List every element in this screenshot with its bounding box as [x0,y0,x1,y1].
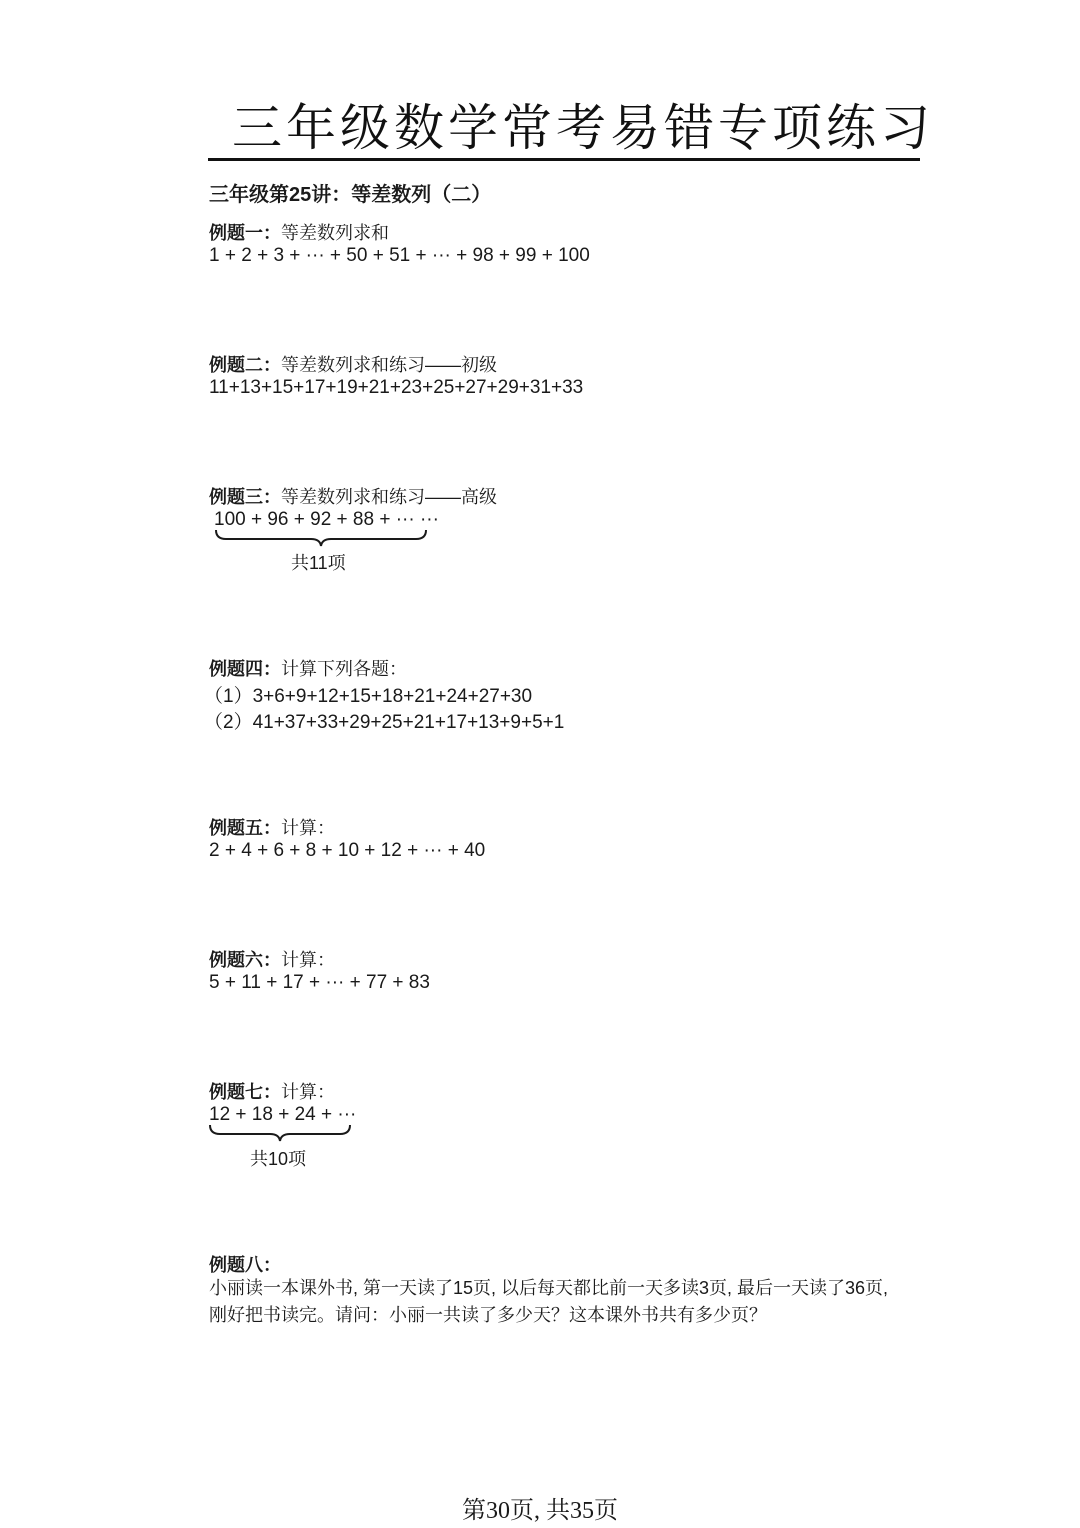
example-label: 例题二： [209,355,281,375]
example-label: 例题一： [209,223,281,243]
example-5-heading [209,814,335,840]
example-topic: 计算： [281,818,335,838]
example-6-heading [209,946,335,972]
example-label: 例题四： [209,659,281,679]
example-8-problem-line-1: 小丽读一本课外书, 第一天读了15页, 以后每天都比前一天多读3页, 最后一天读了36页, [209,1278,889,1298]
example-topic: 计算下列各题： [281,659,407,679]
example-2-heading [209,351,497,377]
example-2-expression: 11+13+15+17+19+21+23+25+27+29+31+33 [209,377,584,398]
brace-term-count: 共11项 [291,553,346,573]
underbrace-icon [214,528,428,548]
example-4-expression-2: （2）41+37+33+29+25+21+17+13+9+5+1 [204,712,565,733]
example-4-expression-1: （1）3+6+9+12+15+18+21+24+27+30 [204,686,533,707]
example-1-heading [209,219,389,245]
example-topic: 等差数列求和练习——高级 [281,487,497,507]
example-label: 例题八： [209,1255,281,1275]
lecture-heading: 三年级第25讲：等差数列（二） [209,184,492,206]
example-topic: 计算： [281,950,335,970]
document-title: 三年级数学常考易错专项练习 [232,99,934,157]
example-7-heading [209,1078,335,1104]
example-3-heading [209,483,497,509]
example-8-heading [209,1251,281,1277]
example-label: 例题三： [209,487,281,507]
example-label: 例题五： [209,818,281,838]
example-6-expression: 5 + 11 + 17 + ··· + 77 + 83 [209,972,430,993]
example-7-expression: 12 + 18 + 24 + ··· [209,1104,357,1125]
example-topic: 计算： [281,1082,335,1102]
underbrace-icon [208,1123,352,1143]
example-8-problem-line-2: 刚好把书读完。请问：小丽一共读了多少天？这本课外书共有多少页？ [209,1305,767,1325]
example-3-expression: 100 + 96 + 92 + 88 + ··· ··· [214,509,439,530]
example-4-heading [209,655,407,681]
example-5-expression: 2 + 4 + 6 + 8 + 10 + 12 + ··· + 40 [209,840,486,861]
example-topic: 等差数列求和练习——初级 [281,355,497,375]
example-topic: 等差数列求和 [281,223,389,243]
title-divider [208,158,920,161]
example-label: 例题七： [209,1082,281,1102]
example-1-expression: 1 + 2 + 3 + ··· + 50 + 51 + ··· + 98 + 99 + 100 [209,245,590,266]
brace-term-count: 共10项 [250,1149,307,1169]
example-label: 例题六： [209,950,281,970]
page-number-footer: 第30页, 共35页 [462,1498,618,1524]
